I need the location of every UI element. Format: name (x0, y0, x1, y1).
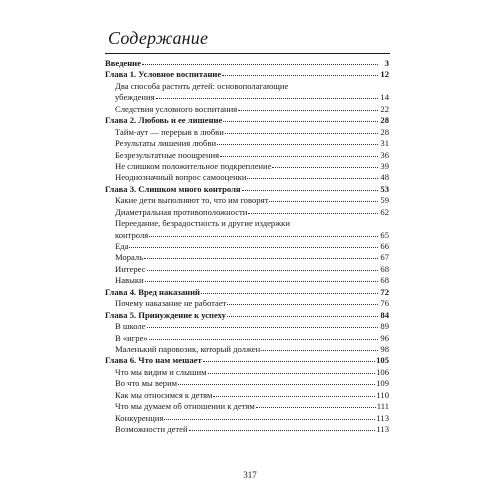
toc-section-entry (105, 207, 389, 218)
toc-entry-title: Глава 4. Вред наказаний (105, 286, 200, 297)
toc-page-number: 106 (376, 366, 389, 377)
toc-chapter-entry (105, 69, 389, 80)
toc-entry-title: Возможности детей (115, 424, 188, 434)
page-title: Содержание (108, 28, 209, 48)
dot-leader (217, 137, 378, 145)
toc-entry-title: Неоднозначный вопрос самооценки (115, 172, 247, 183)
toc-entry-title: контроля (115, 229, 149, 240)
dot-leader (149, 229, 378, 237)
toc-entry-title: Еда (115, 241, 129, 251)
dot-leader (213, 389, 375, 397)
toc-entry-title: Что мы видим и слышим (115, 366, 207, 377)
dot-leader (145, 274, 378, 282)
toc-page-number: 96 (380, 332, 389, 343)
toc-entry-title: Какие дети выполняют то, что им говорят (115, 195, 269, 206)
toc-entry-title-line: Два способа растить детей: основополагающие (115, 80, 289, 91)
toc-page-number: 113 (376, 412, 389, 423)
toc-entry-title: Не слишком положительное подкрепление (115, 160, 272, 171)
toc-entry-title: Маленький паровозик, который должен (115, 343, 261, 354)
toc-page-number: 59 (380, 195, 389, 206)
toc-entry-title-line: Переедание, безрадостность и другие издержки (115, 218, 290, 229)
toc-entry-title: Мораль (115, 252, 144, 263)
toc-entry-title: В школе (115, 321, 146, 332)
toc-page-number: 68 (380, 263, 389, 274)
dot-leader (142, 57, 378, 65)
toc-entry-title: Конкуренция (115, 412, 164, 423)
toc-entry-title: В «игре» (115, 332, 148, 343)
toc-entry-title: Следствия условного воспитания (115, 103, 238, 114)
toc-page-number: 12 (380, 69, 389, 80)
toc-entry-title: Почему наказание не работает (115, 298, 227, 309)
dot-leader (147, 263, 378, 271)
toc-page-number: 65 (380, 229, 389, 240)
dot-leader (238, 103, 378, 111)
dot-leader (208, 366, 376, 374)
dot-leader (247, 171, 378, 179)
dot-leader (256, 400, 376, 408)
toc-page-number: 28 (380, 115, 389, 126)
toc-page-number: 72 (380, 286, 389, 297)
toc-page-number: 28 (380, 126, 389, 137)
dot-leader (156, 91, 378, 99)
dot-leader (178, 377, 375, 385)
toc-page-number: 48 (380, 172, 389, 183)
toc-entry-title: Диаметральная противоположности (115, 206, 248, 217)
toc-entry-title: Навыки (115, 275, 144, 286)
toc-page-number: 14 (380, 92, 389, 103)
dot-leader (269, 194, 378, 202)
toc-entry-title: Глава 1. Условное воспитание (105, 69, 222, 80)
dot-leader (164, 412, 375, 420)
toc-page-number: 62 (380, 206, 389, 217)
dot-leader (149, 332, 378, 340)
dot-leader (222, 68, 378, 76)
dot-leader (261, 343, 378, 351)
toc-page-number: 22 (380, 103, 389, 114)
toc-page-number: 53 (380, 183, 389, 194)
dot-leader (242, 183, 378, 191)
toc-page-number: 109 (376, 378, 389, 389)
toc-section-entry (105, 424, 389, 435)
page-number: 317 (243, 470, 257, 480)
dot-leader (272, 160, 378, 168)
toc-page-number: 98 (380, 343, 389, 354)
toc-entry-title: Как мы относимся к детям (115, 389, 213, 400)
toc-page-number: 76 (380, 298, 389, 309)
toc-entry-title: Что мы думаем об отношении к детям (115, 401, 255, 412)
toc-entry-title: Тайм-аут — перерыв в любви (115, 126, 224, 137)
title-rule (105, 53, 390, 54)
dot-leader (147, 320, 378, 328)
toc-page-number: 67 (380, 252, 389, 263)
table-of-contents (105, 58, 389, 435)
toc-entry-title: Глава 5. Принуждение к успеху (105, 309, 226, 320)
toc-entry-title: Глава 2. Любовь и ее лишение (105, 115, 223, 126)
toc-page-number: 113 (376, 424, 389, 434)
toc-entry-title: Глава 6. Что нам мешает (105, 355, 202, 366)
dot-leader (227, 297, 378, 305)
toc-page-number: 39 (380, 160, 389, 171)
dot-leader (144, 251, 378, 259)
toc-page-number: 84 (380, 309, 389, 320)
toc-page-number: 66 (380, 241, 389, 251)
toc-page-number: 89 (380, 321, 389, 332)
toc-entry-title: Во что мы верим (115, 378, 178, 389)
dot-leader (248, 206, 378, 214)
toc-page-number: 111 (376, 401, 389, 412)
dot-leader (189, 423, 376, 431)
toc-page-number: 68 (380, 275, 389, 286)
toc-entry-title: убеждения (115, 92, 155, 103)
dot-leader (203, 354, 375, 362)
toc-page-number: 110 (376, 389, 389, 400)
dot-leader (225, 126, 378, 134)
toc-page-number: 105 (376, 355, 389, 366)
toc-entry-title: Введение (105, 58, 141, 68)
toc-page-number: 36 (380, 149, 389, 160)
dot-leader (129, 240, 378, 248)
toc-entry-title: Интерес (115, 263, 146, 274)
dot-leader (220, 149, 378, 157)
toc-page-number: 31 (380, 138, 389, 149)
dot-leader (223, 114, 378, 122)
dot-leader (201, 286, 378, 294)
toc-entry-title: Безрезультатные поощрения (115, 149, 220, 160)
toc-entry-title: Глава 3. Слишком много контроля (105, 183, 241, 194)
toc-entry-title: Результаты лишения любви (115, 138, 217, 149)
dot-leader (227, 309, 378, 317)
toc-page-number: 3 (384, 58, 389, 68)
